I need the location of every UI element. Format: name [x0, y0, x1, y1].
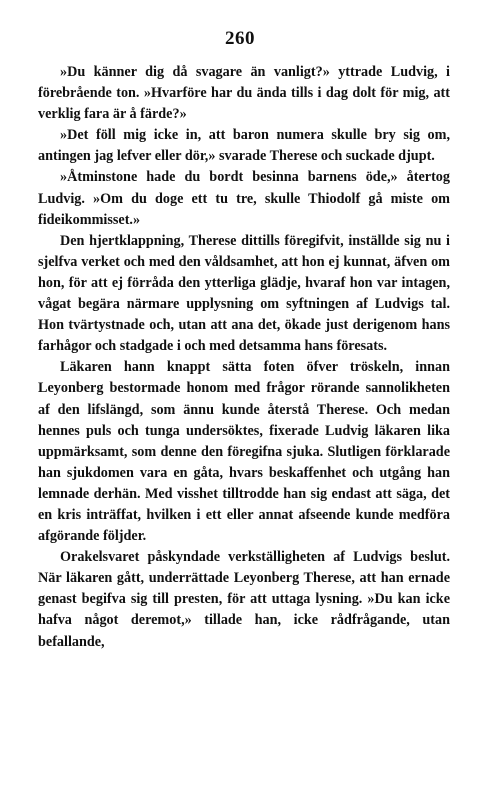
paragraph: Den hjertklappning, Therese dittills föregifvit, inställde sig nu i sjelfva verket och med den våldsamhet, att hon ej kunnat, äfven om hon, för att ej förråda den ytterliga glädje, hvaraf hon var intagen, vågat begära närmare upplysning om syftningen af Ludvigs tal. Hon tvärtystnade och, utan att ana det, ökade just derigenom hans farhågor och stadgade i och med detsamma hans föresats. — [38, 232, 450, 355]
paragraph: Orakelsvaret påskyndade verkställigheten af Ludvigs beslut. När läkaren gått, underrättade Leyonberg Therese, att han ernade genast begifva sig till presten, för att uttaga lysning. »Du kan icke hafva något deremot,» tillade han, icke rådfrågande, utan befallande, — [38, 549, 450, 650]
paragraph: »Åtminstone hade du bordt besinna barnens öde,» återtog Ludvig. »Om du doge ett tu tre, skulle Thiodolf gå miste om fideikommisset.» — [38, 169, 450, 228]
page-body-text — [38, 62, 450, 653]
paragraph: Läkaren hann knappt sätta foten öfver tröskeln, innan Leyonberg bestormade honom med frågor rörande sannolikheten af den lifslängd, som ännu kunde återstå Therese. Och medan hennes puls och tunga undersöktes, fixerade Ludvig läkaren lika uppmärksamt, som denne den föregifna sjuka. Slutligen förklarade han sjukdomen vara en gåta, hvars beskaffenhet och utgång han lemnade derhän. Med visshet tilltrodde han sig endast att säga, det en kris inträffat, hvilken i ett eller annat afseende kunde medföra afgörande följder. — [38, 359, 450, 545]
page-number: 260 — [225, 28, 255, 49]
paragraph: »Du känner dig då svagare än vanligt?» yttrade Ludvig, i förebrående ton. »Hvarföre har du ända tills i dag dolt för mig, att verklig fara är å färde?» — [38, 64, 450, 123]
paragraph: »Det föll mig icke in, att baron numera skulle bry sig om, antingen jag lefver eller dör,» svarade Therese och suckade djupt. — [38, 127, 450, 165]
